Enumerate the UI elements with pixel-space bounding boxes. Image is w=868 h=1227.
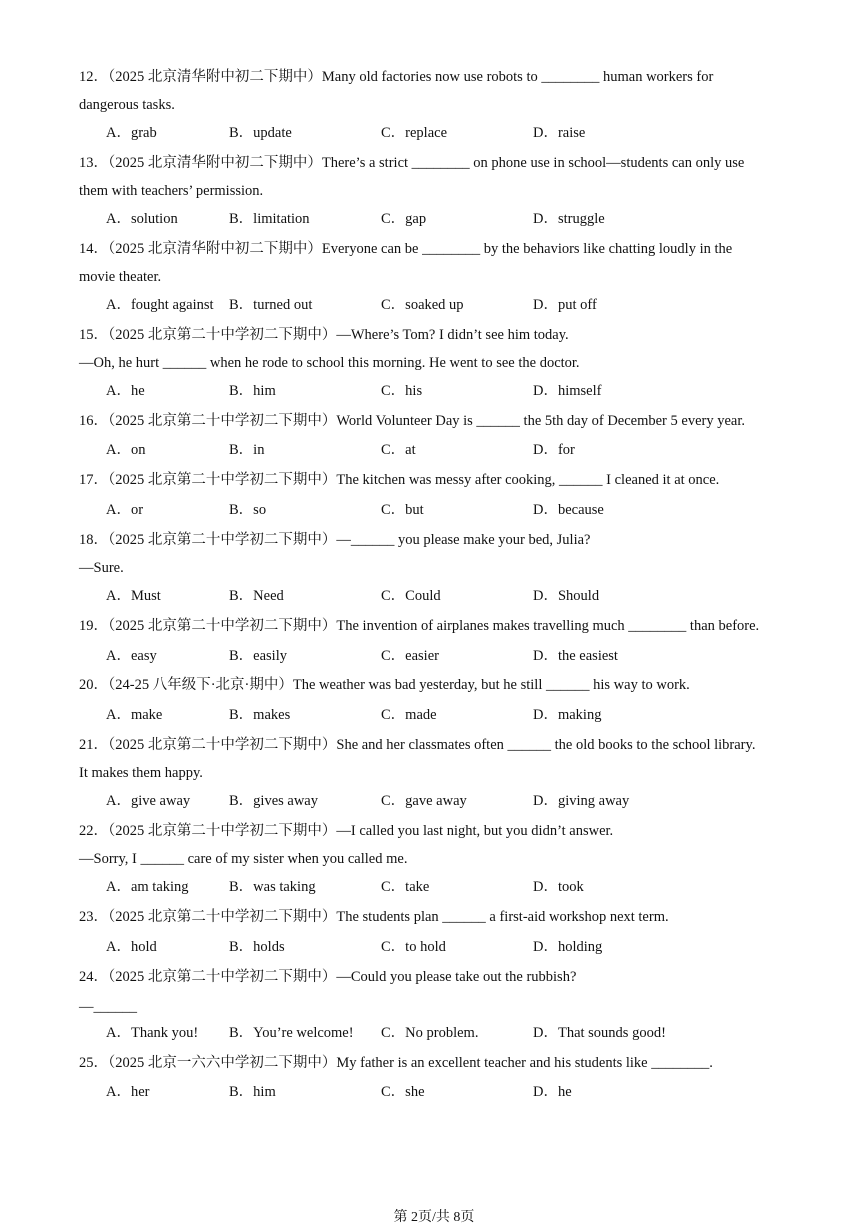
option-a: A．Thank you! <box>106 1025 199 1041</box>
question-21-stem: 21．（2025 北京第二十中学初二下期中）She and her classmates often ______ the old books to the school library. <box>79 737 756 753</box>
option-c: C．replace <box>381 125 448 141</box>
option-c: C．gave away <box>381 793 467 809</box>
option-a: A．her <box>106 1084 150 1100</box>
option-d: D．put off <box>533 297 597 313</box>
option-a: A．solution <box>106 211 178 227</box>
question-22-continuation: —Sorry, I ______ care of my sister when you called me. <box>79 851 408 867</box>
question-21-continuation: It makes them happy. <box>79 765 203 781</box>
question-24-continuation: —______ <box>79 999 137 1015</box>
question-14-continuation: movie theater. <box>79 269 162 285</box>
option-a: A．on <box>106 442 146 458</box>
option-a: A．give away <box>106 793 191 809</box>
page-footer: 第 2页/共 8页 <box>393 1210 475 1225</box>
question-22-stem: 22．（2025 北京第二十中学初二下期中）—I called you last night, but you didn’t answer. <box>79 823 614 839</box>
question-17-stem: 17．（2025 北京第二十中学初二下期中）The kitchen was messy after cooking, ______ I cleaned it at once. <box>79 472 720 488</box>
question-20-stem: 20．（24-25 八年级下·北京·期中）The weather was bad yesterday, but he still ______ his way to work. <box>79 677 690 693</box>
option-c: C．take <box>381 879 430 895</box>
question-12-continuation: dangerous tasks. <box>79 97 175 113</box>
option-b: B．in <box>229 442 265 458</box>
option-a: A．grab <box>106 125 157 141</box>
option-b: B．him <box>229 1084 276 1100</box>
option-a: A．hold <box>106 939 157 955</box>
question-13-stem: 13．（2025 北京清华附中初二下期中）There’s a strict ________ on phone use in school—students can only use <box>79 155 745 171</box>
question-15-stem: 15．（2025 北京第二十中学初二下期中）—Where’s Tom? I didn’t see him today. <box>79 327 569 343</box>
option-c: C．No problem. <box>381 1025 479 1041</box>
option-a: A．am taking <box>106 879 189 895</box>
question-13-continuation: them with teachers’ permission. <box>79 183 264 199</box>
question-19-stem: 19．（2025 北京第二十中学初二下期中）The invention of airplanes makes travelling much ________ than before. <box>79 618 760 634</box>
option-d: D．struggle <box>533 211 605 227</box>
option-a: A．make <box>106 707 163 723</box>
option-d: D．That sounds good! <box>533 1025 666 1041</box>
option-c: C．Could <box>381 588 441 604</box>
option-b: B．holds <box>229 939 285 955</box>
question-23-stem: 23．（2025 北京第二十中学初二下期中）The students plan ______ a first-aid workshop next term. <box>79 909 669 925</box>
question-18-stem: 18．（2025 北京第二十中学初二下期中）—______ you please make your bed, Julia? <box>79 532 591 548</box>
option-b: B．was taking <box>229 879 316 895</box>
option-d: D．giving away <box>533 793 630 809</box>
question-24-stem: 24．（2025 北京第二十中学初二下期中）—Could you please take out the rubbish? <box>79 969 577 985</box>
option-c: C．at <box>381 442 416 458</box>
option-d: D．himself <box>533 383 602 399</box>
option-c: C．made <box>381 707 437 723</box>
option-a: A．Must <box>106 588 161 604</box>
option-b: B．easily <box>229 648 287 664</box>
option-b: B．turned out <box>229 297 313 313</box>
option-b: B．limitation <box>229 211 310 227</box>
option-c: C．his <box>381 383 423 399</box>
question-18-continuation: —Sure. <box>79 560 124 576</box>
option-b: B．so <box>229 502 267 518</box>
option-b: B．You’re welcome! <box>229 1025 354 1041</box>
option-d: D．he <box>533 1084 572 1100</box>
option-d: D．raise <box>533 125 586 141</box>
question-16-stem: 16．（2025 北京第二十中学初二下期中）World Volunteer Day is ______ the 5th day of December 5 every year. <box>79 413 745 429</box>
option-a: A．he <box>106 383 145 399</box>
question-15-continuation: —Oh, he hurt ______ when he rode to school this morning. He went to see the doctor. <box>79 355 580 371</box>
option-b: B．gives away <box>229 793 318 809</box>
option-d: D．Should <box>533 588 600 604</box>
option-d: D．took <box>533 879 584 895</box>
question-14-stem: 14．（2025 北京清华附中初二下期中）Everyone can be ________ by the behaviors like chatting loudly in the <box>79 241 733 257</box>
option-d: D．making <box>533 707 602 723</box>
option-d: D．for <box>533 442 575 458</box>
option-d: D．because <box>533 502 604 518</box>
option-b: B．him <box>229 383 276 399</box>
option-b: B．Need <box>229 588 284 604</box>
option-c: C．soaked up <box>381 297 464 313</box>
option-a: A．easy <box>106 648 157 664</box>
option-b: B．makes <box>229 707 291 723</box>
option-d: D．holding <box>533 939 603 955</box>
option-c: C．gap <box>381 211 427 227</box>
option-a: A．fought against <box>106 297 214 313</box>
option-c: C．to hold <box>381 939 446 955</box>
option-a: A．or <box>106 502 144 518</box>
option-c: C．easier <box>381 648 439 664</box>
question-25-stem: 25．（2025 北京一六六中学初二下期中）My father is an excellent teacher and his students like ________. <box>79 1055 713 1071</box>
option-b: B．update <box>229 125 292 141</box>
question-12-stem: 12．（2025 北京清华附中初二下期中）Many old factories now use robots to ________ human workers for <box>79 69 714 85</box>
option-c: C．but <box>381 502 424 518</box>
option-c: C．she <box>381 1084 425 1100</box>
option-d: D．the easiest <box>533 648 618 664</box>
